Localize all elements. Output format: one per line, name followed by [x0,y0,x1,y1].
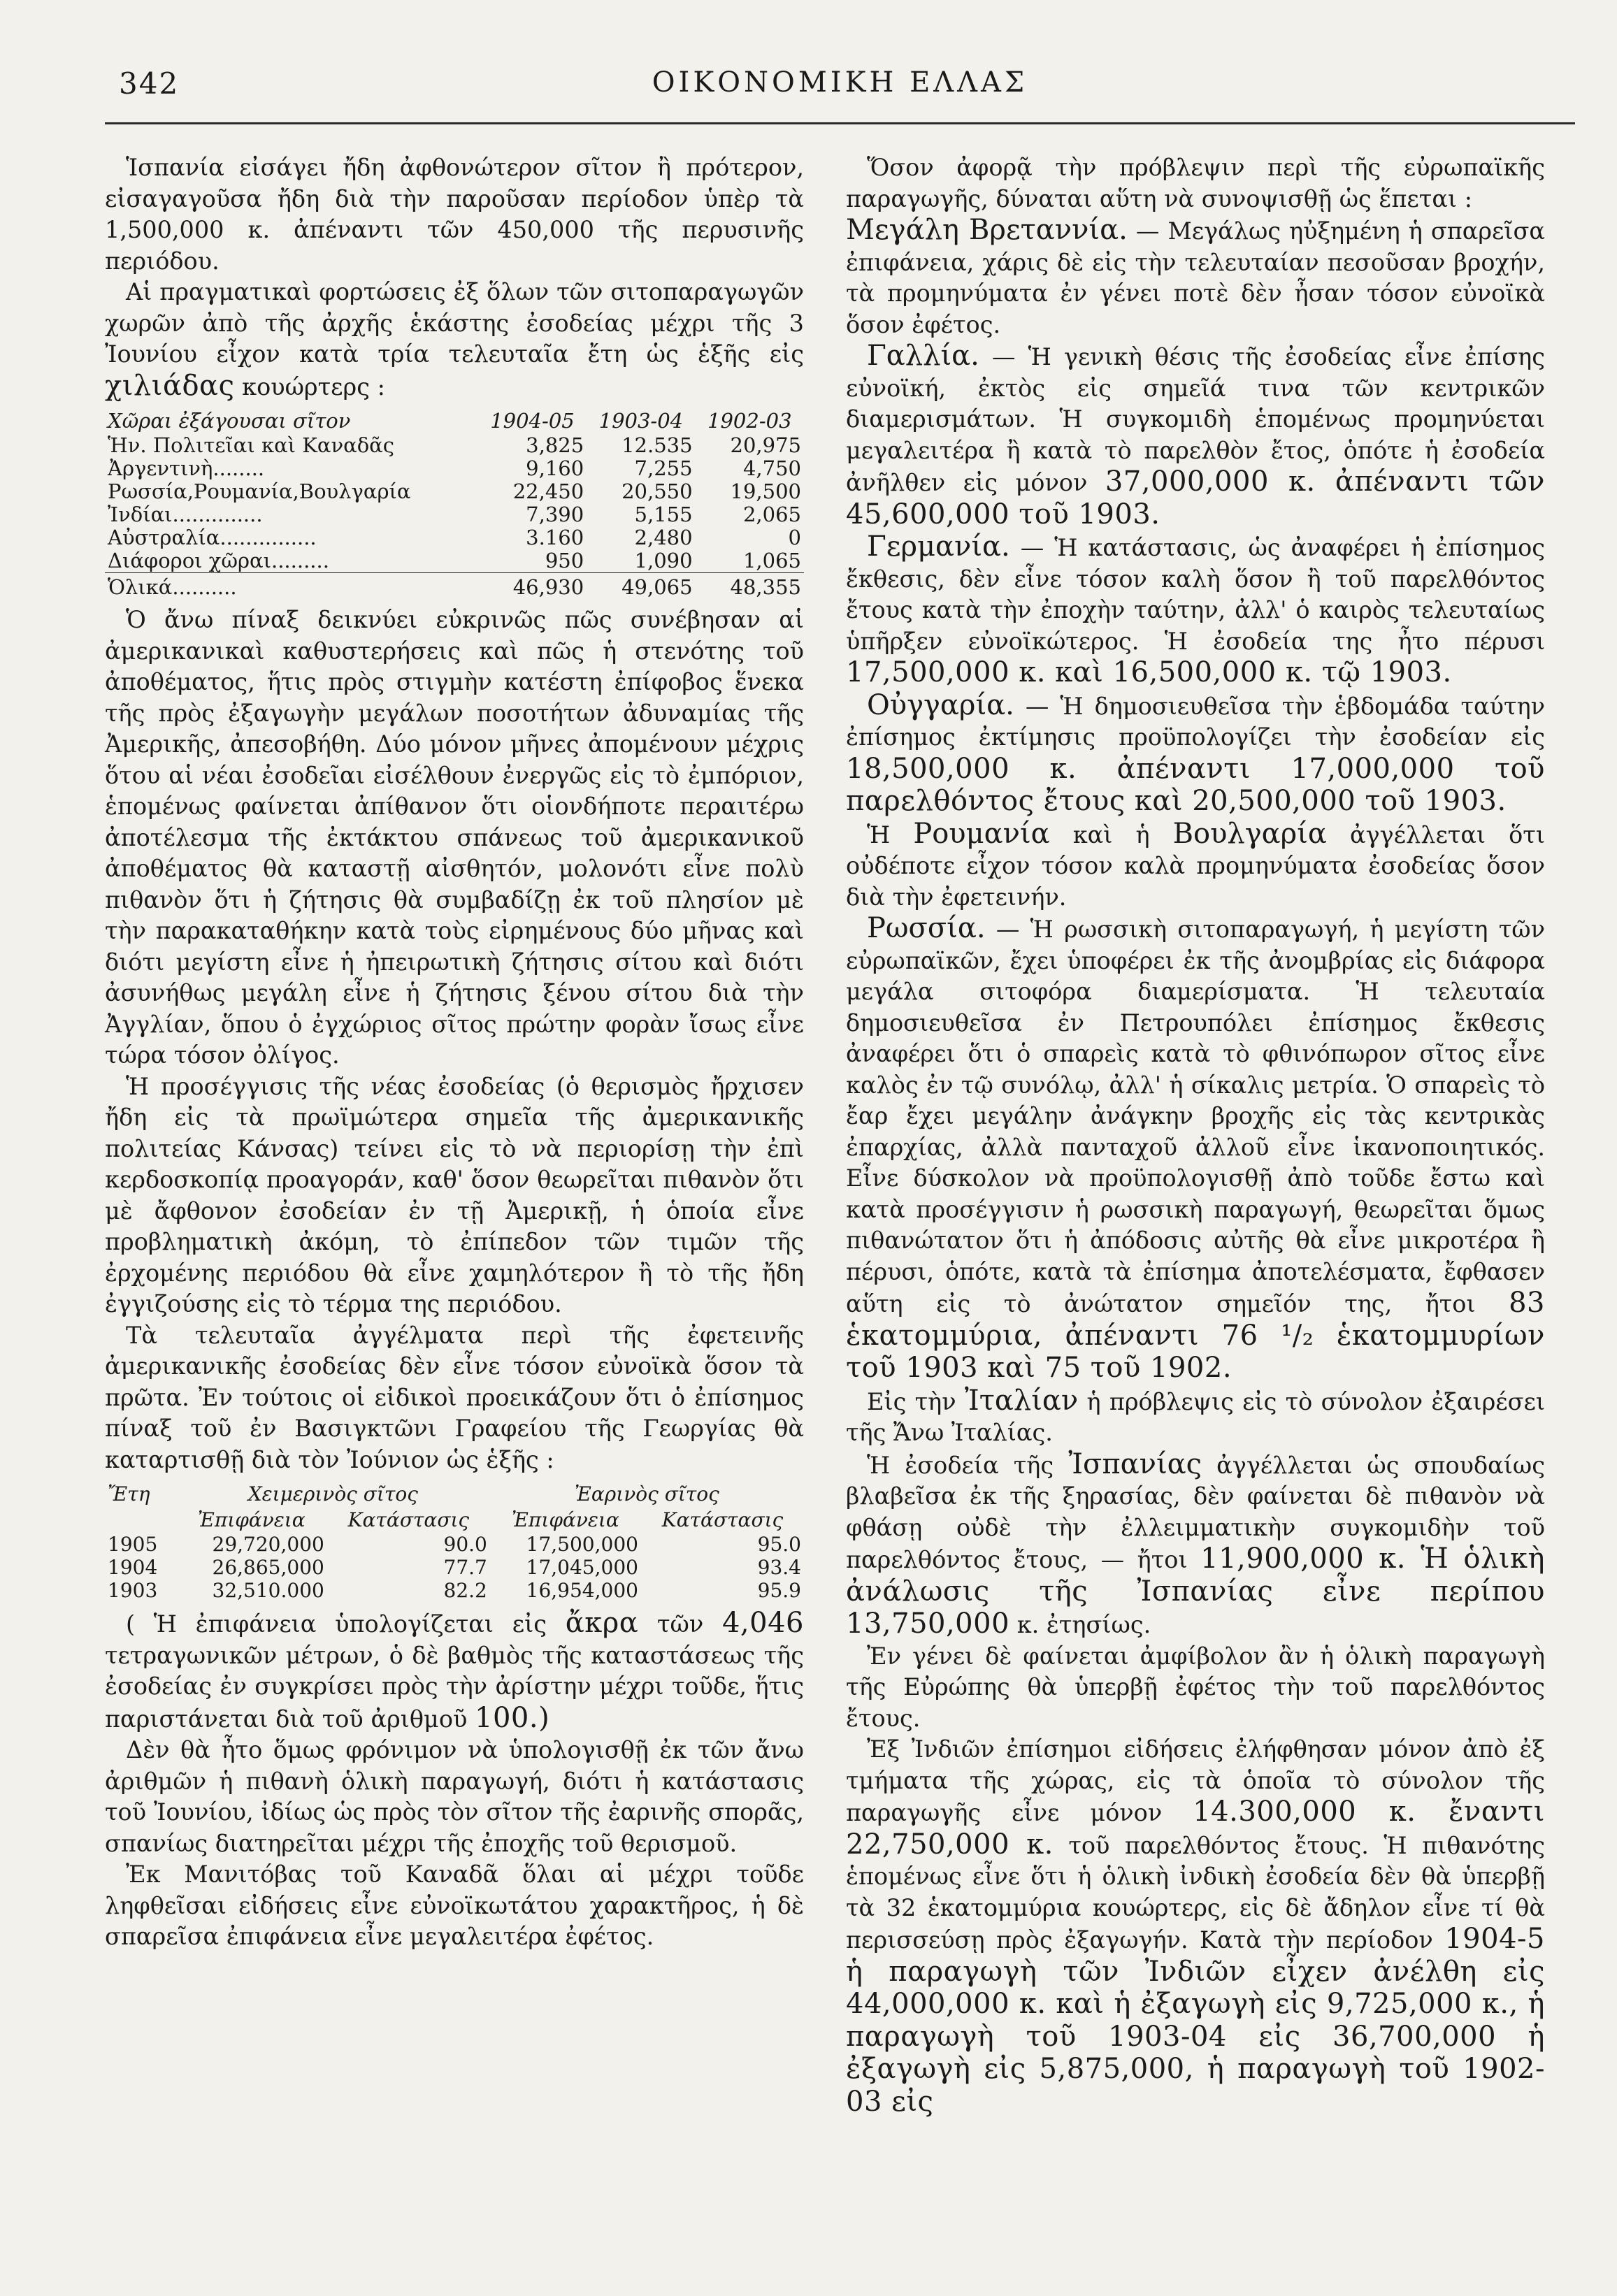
table-row: 1905 29,720,000 90.0 17,500,000 95.0 [108,1533,801,1556]
left-column [105,152,804,2118]
paragraph: Ὁ ἄνω πίναξ δεικνύει εὐκρινῶς πῶς συνέβησαν αἱ ἀμερικανικαὶ καθυστερήσεις καὶ πῶς ἡ στενότης τοῦ ἀποθέματος, ἥτις πρὸς στιγμὴν κατέστη ἐπίφοβος ἕνεκα τῆς πρὸς ἐξαγωγὴν μεγάλων ποσοτήτων ἀδυναμίας τῆς Ἀμερικῆς, ἀπεσοβήθη. Δύο μόνον μῆνες ἀπομένουν μέχρις ὅτου αἱ νέαι ἐσοδεῖαι εἰσέλθουν ἐνεργῶς εἰς τὸ ἐμπόριον, ἑπομένως φαίνεται ἀπίθανον ὅτι οἱονδήποτε περαιτέρω ἀποτέλεσμα τῆς ἐκτάκτου σπάνεως τοῦ ἀμερικανικοῦ ἀποθέματος θὰ καταστῇ αἰσθητόν, μολονότι εἶνε πολὺ πιθανὸν ὅτι ἡ ζήτησις θὰ συμβαδίζῃ ἐκ τοῦ πλησίον μὲ τὴν παρακαταθήκην κατὰ τοὺς εἰρημένους δύο μῆνας καὶ διότι μεγίστη εἶνε ἡ ἠπειρωτικὴ ζήτησις σίτου καὶ διότι ἀσυνήθως μεγάλη εἶνε ἡ ζήτησις ξένου σίτου διὰ τὴν Ἀγγλίαν, ὅπου ὁ ἐγχώριος σῖτος πρώτην φορὰν ἴσως εἶνε τώρα τόσον ὀλίγος. [105,606,804,1069]
table-row: Ἡν. Πολιτεῖαι καὶ Καναδᾶς 3,825 12.535 20,975 [108,433,801,457]
country-heading: Γερμανία. [867,530,1010,563]
table-row: 1904 26,865,000 77.7 17,045,000 93.4 [108,1556,801,1579]
paragraph: Αἱ πραγματικαὶ φορτώσεις ἐξ ὅλων τῶν σιτοπαραγωγῶν χωρῶν ἀπὸ τῆς ἀρχῆς ἑκάστης ἐσοδείας μέχρι τῆς 3 Ἰουνίου εἶχον κατὰ τρία τελευταῖα ἔτη ὡς ἑξῆς εἰς χιλιάδας κουώρτερς : [105,278,804,402]
table-row: Αὐστραλία............... 3.160 2,480 0 [108,526,801,549]
right-column [846,152,1545,2118]
paragraph-fr: Γαλλία. — Ἡ γενικὴ θέσις τῆς ἐσοδείας εἶνε ἐπίσης εὐνοϊκή, ἐκτὸς εἰς σημεῖά τινα τῶν κεντρικῶν διαμερισμάτων. Ἡ συγκομιδὴ ἑπομένως προμηνύεται μεγαλειτέρα ἢ κατὰ τὸ παρελθὸν ἔτος, ὁπότε ἡ ἐσοδεία ἀνῆλθεν εἰς μόνον 37,000,000 κ. ἀπέναντι τῶν 45,600,000 τοῦ 1903. [846,340,1545,530]
header-rule [105,122,1575,124]
paragraph: Τὰ τελευταῖα ἀγγέλματα περὶ τῆς ἐφετεινῆς ἀμερικανικῆς ἐσοδείας δὲν εἶνε τόσον εὐνοϊκὰ ὅσον τὰ πρῶτα. Ἐν τούτοις οἱ εἰδικοὶ προεικάζουν ὅτι ὁ ἐπίσημος πίναξ τοῦ ἐν Βασιγκτῶνι Γραφείου τῆς Γεωργίας θὰ καταρτισθῇ διὰ τὸν Ἰούνιον ὡς ἑξῆς : [105,1321,804,1473]
country-heading: Βουλγαρία [1172,817,1327,850]
paragraph: Ἐκ Μανιτόβας τοῦ Καναδᾶ ὅλαι αἱ μέχρι τοῦδε ληφθεῖσαι εἰδήσεις εἶνε εὐνοϊκωτάτου χαρακτῆρος, ἡ δὲ σπαρεῖσα ἐπιφάνεια εἶνε μεγαλειτέρα ἐφέτος. [105,1861,804,1950]
country-heading: Μεγάλη Βρεταννία. [846,214,1128,246]
paragraph-ru: Ρωσσία. — Ἡ ρωσσικὴ σιτοπαραγωγή, ἡ μεγίστη τῶν εὐρωπαϊκῶν, ἔχει ὑποφέρει ἐκ τῆς ἀνομβρίας εἰς διάφορα μεγάλα σιτοφόρα διαμερίσματα. Ἡ τελευταία δημοσιευθεῖσα ἐν Πετρουπόλει ἐπίσημος ἔκθεσις ἀναφέρει ὅτι ὁ σπαρεὶς κατὰ τὸ φθινόπωρον σῖτος εἶνε καλὸς ἐν τῷ συνόλῳ, ἀλλ' ἡ σίκαλις μετρία. Ὁ σπαρεὶς τὸ ἔαρ ἔχει μεγάλην ἀνάγκην βροχῆς εἰς τὰς κεντρικὰς ἐπαρχίας, ἀλλὰ πανταχοῦ ἀλλοῦ εἶνε ἱκανοποιητικός. Εἶνε δύσκολον νὰ προϋπολογισθῇ ἀπὸ τοῦδε ἔστω καὶ κατὰ προσέγγισιν ἡ ρωσσικὴ παραγωγή, θεωρεῖται ὅμως πιθανώτατον ὅτι ἡ ἀπόδοσις αὐτῆς θὰ εἶνε μικροτέρα ἢ πέρυσι, ὁπότε, κατὰ τὰ ἐπίσημα ἀποτελέσματα, ἔφθασεν αὕτη εἰς τὸ ἀνώτατον σημεῖόν της, ἤτοι 83 ἑκατομμύρια, ἀπέναντι 76 ¹/₂ ἑκατομμυρίων τοῦ 1903 καὶ 75 τοῦ 1902. [846,912,1545,1384]
paragraph: Ὅσον ἀφορᾷ τὴν πρόβλεψιν περὶ τῆς εὐρωπαϊκῆς παραγωγῆς, δύναται αὕτη νὰ συνοψισθῇ ὡς ἕπεται : [846,154,1545,212]
country-heading: Οὐγγαρία. [867,688,1014,721]
table-row: 1903 32,510.000 82.2 16,954,000 95.9 [108,1579,801,1602]
table-row: Διάφοροι χῶραι......... 950 1,090 1,065 [108,549,801,572]
paragraph-it: Εἰς τὴν Ἰταλίαν ἡ πρόβλεψις εἰς τὸ σύνολον ἐξαιρέσει τῆς Ἄνω Ἰταλίας. [846,1384,1545,1446]
paragraph-de: Γερμανία. — Ἡ κατάστασις, ὡς ἀναφέρει ἡ ἐπίσημος ἔκθεσις, δὲν εἶνε τόσον καλὴ ὅσον ἢ τοῦ παρελθόντος ἔτους κατὰ τὴν ἐποχὴν ταύτην, ἀλλ' ὁ καιρὸς τελευταίως ὑπῆρξεν εὐνοϊκώτερος. Ἡ ἐσοδεία της ἦτο πέρυσι 17,500,000 κ. καὶ 16,500,000 κ. τῷ 1903. [846,530,1545,688]
paragraph-uk: Μεγάλη Βρεταννία. — Μεγάλως ηὐξημένη ἡ σπαρεῖσα ἐπιφάνεια, χάρις δὲ εἰς τὴν τελευταίαν πεσοῦσαν βροχήν, τὰ προμηνύματα ἐν γένει ποτὲ δὲν ἦσαν τόσον εὐνοϊκὰ ὅσον ἐφέτος. [846,214,1546,338]
country-heading: Ρουμανία [913,817,1050,850]
table-total-row: Ὁλικά.......... 46,930 49,065 48,355 [105,573,804,600]
paragraph-ro: Ἡ Ρουμανία καὶ ἡ Βουλγαρία ἀγγέλλεται ὅτι οὐδέποτε εἶχον τόσον καλὰ προμηνύματα ἐσοδείας ὅσον διὰ τὴν ἐφετεινήν. [846,817,1545,911]
paragraph: Ἱσπανία εἰσάγει ἤδη ἀφθονώτερον σῖτον ἢ πρότερον, εἰσαγαγοῦσα ἤδη διὰ τὴν παροῦσαν περίοδον ὑπὲρ τὰ 1,500,000 κ. ἀπέναντι τῶν 450,000 τῆς περυσινῆς περιόδου. [105,154,804,275]
wheat-forecast-table: Ἔτη Χειμερινὸς σῖτος Ἐαρινὸς σῖτος Ἐπιφάνεια Κατάστασις Ἐπιφάνεια Κατάστασις 1905 29,720,000 90.0 17,500,000 95.0 1904 26,865,000 77.7 17,045,000 93.4 1903 32,510.000 82.2 16,954,000 95.9 [105,1481,804,1602]
exports-table: Χῶραι ἐξάγουσαι σῖτον 1904-05 1903-04 1902-03 Ἡν. Πολιτεῖαι καὶ Καναδᾶς 3,825 12.535 20,975 Ἀργεντινὴ........ 9,160 7,255 4,750 Ρωσσία,Ρουμανία,Βουλγαρία 22,450 20,550 19,500 Ἰνδίαι.............. 7,390 5,155 2,065 Αὐστραλία............... 3.160 2,480 0 Διάφοροι χῶραι......... 950 1,090 1,065 Ὁλικά.......... 46,930 49,065 48,355 [105,408,804,599]
table-row: Ἰνδίαι.............. 7,390 5,155 2,065 [108,503,801,526]
country-heading: Ἰσπανίας [1068,1447,1202,1480]
paragraph: Ἡ προσέγγισις τῆς νέας ἐσοδείας (ὁ θερισμὸς ἤρχισεν ἤδη εἰς τὰ πρωϊμώτερα σημεῖα τῆς ἀμερικανικῆς πολιτείας Κάνσας) τείνει εἰς τὸ νὰ περιορίσῃ τὴν ἐπὶ κερδοσκοπίᾳ προαγοράν, καθ' ὅσον θεωρεῖται πιθανὸν ὅτι μὲ ἄφθονον ἐσοδείαν ἐν τῇ Ἀμερικῇ, ἡ ὁποία εἶνε προβληματικὴ ἀκόμη, τὸ ἐπίπεδον τῶν τιμῶν τῆς ἐρχομένης περιόδου θὰ εἶνε χαμηλότερον ἢ τὸ τῆς ἤδη ἐγγιζούσης εἰς τὸ τέρμα της περιόδου. [105,1072,804,1317]
paragraph-hu: Οὐγγαρία. — Ἡ δημοσιευθεῖσα τὴν ἑβδομάδα ταύτην ἐπίσημος ἐκτίμησις προϋπολογίζει τὴν ἐσοδείαν εἰς 18,500,000 κ. ἀπέναντι 17,000,000 τοῦ παρελθόντος ἔτους καὶ 20,500,000 τοῦ 1903. [846,688,1546,817]
table-row: Ρωσσία,Ρουμανία,Βουλγαρία 22,450 20,550 19,500 [108,479,801,503]
table-row: Ἀργεντινὴ........ 9,160 7,255 4,750 [108,456,801,480]
country-heading: Γαλλία. [867,340,979,372]
journal-title: ΟΙΚΟΝΟΜΙΚΗ ΕΛΛΑΣ [652,66,1028,99]
paragraph: Ἐν γένει δὲ φαίνεται ἀμφίβολον ἂν ἡ ὁλικὴ παραγωγὴ τῆς Εὐρώπης θὰ ὑπερβῇ ἐφέτος τὴν τοῦ παρελθόντος ἔτους. [846,1642,1545,1732]
page-header [105,59,1575,101]
paragraph: ( Ἡ ἐπιφάνεια ὑπολογίζεται εἰς ἄκρα τῶν 4,046 τετραγωνικῶν μέτρων, ὁ δὲ βαθμὸς τῆς καταστάσεως τῆς ἐσοδείας ἐν συγκρίσει πρὸς τὴν ἀρίστην μέχρι τοῦδε, ἥτις παριστάνεται διὰ τοῦ ἀριθμοῦ 100.) [105,1607,804,1734]
country-heading: Ρωσσία. [867,912,986,944]
page-number: 342 [119,66,180,101]
paragraph-es: Ἡ ἐσοδεία τῆς Ἰσπανίας ἀγγέλλεται ὡς σπουδαίως βλαβεῖσα ἐκ τῆς ξηρασίας, δὲν φαίνεται δὲ πιθανὸν νὰ φθάσῃ οὐδὲ τὴν ἐλλειμματικὴν συγκομιδὴν τοῦ παρελθόντος ἔτους, — ἤτοι 11,900,000 κ. Ἡ ὁλικὴ ἀνάλωσις τῆς Ἰσπανίας εἶνε περίπου 13,750,000 κ. ἐτησίως. [846,1447,1545,1640]
paragraph: Δὲν θὰ ἦτο ὅμως φρόνιμον νὰ ὑπολογισθῇ ἐκ τῶν ἄνω ἀριθμῶν ἡ πιθανὴ ὁλικὴ παραγωγή, διότι ἡ κατάστασις τοῦ Ἰουνίου, ἰδίως ὡς πρὸς τὸν σῖτον τῆς ἐαρινῆς σπορᾶς, σπανίως διατηρεῖται μέχρι τῆς ἐποχῆς τοῦ θερισμοῦ. [105,1736,804,1857]
country-heading: Ἰταλίαν [964,1384,1079,1417]
paragraph-in: Ἐξ Ἰνδιῶν ἐπίσημοι εἰδήσεις ἐλήφθησαν μόνον ἀπὸ ἐξ τμήματα τῆς χώρας, εἰς τὰ ὁποῖα τὸ σύνολον τῆς παραγωγῆς εἶνε μόνον 14.300,000 κ. ἔναντι 22,750,000 κ. τοῦ παρελθόντος ἔτους. Ἡ πιθανότης ἑπομένως εἶνε ὅτι ἡ ὁλικὴ ἰνδικὴ ἐσοδεία δὲν θὰ ὑπερβῇ τὰ 32 ἑκατομμύρια κουώρτερς, εἰς δὲ ἄδηλον εἶνε τί θὰ περισσεύσῃ πρὸς ἐξαγωγήν. Κατὰ τὴν περίοδον 1904-5 ἡ παραγωγὴ τῶν Ἰνδιῶν εἶχεν ἀνέλθη εἰς 44,000,000 κ. καὶ ἡ ἐξαγωγὴ εἰς 9,725,000 κ., ἡ παραγωγὴ τοῦ 1903-04 εἰς 36,700,000 ἡ ἐξαγωγὴ εἰς 5,875,000, ἡ παραγωγὴ τοῦ 1902-03 εἰς [846,1735,1545,2118]
